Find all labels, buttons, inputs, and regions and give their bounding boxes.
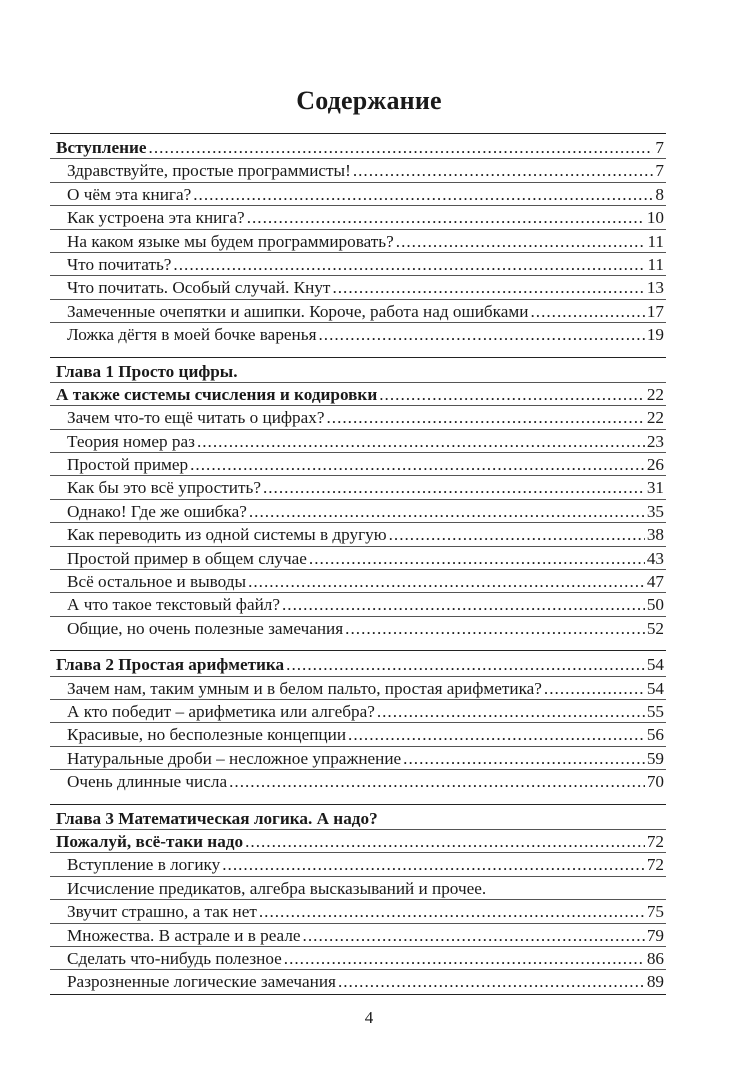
toc-page-number: 17 [646, 301, 664, 321]
toc-page-number: 86 [646, 948, 664, 968]
toc-dot-leader [403, 747, 645, 770]
toc-entry-title: Звучит страшно, а так нет [67, 902, 257, 922]
toc-page-number: 7 [655, 161, 664, 181]
toc-entry[interactable] [50, 947, 666, 970]
toc-page-number: 70 [646, 772, 664, 792]
toc-entry[interactable] [50, 593, 666, 616]
toc-dot-leader [389, 523, 645, 546]
toc-dot-leader [377, 700, 645, 723]
toc-dot-leader [379, 383, 645, 406]
toc-entry-title: Красивые, но бесполезные концепции [67, 725, 347, 745]
toc-page-number: 11 [647, 254, 664, 274]
toc-page-number: 56 [646, 725, 664, 745]
toc-dot-leader [396, 230, 646, 253]
toc-dot-leader [259, 900, 645, 923]
toc-entry[interactable] [50, 970, 666, 993]
toc-page-number: 52 [646, 618, 664, 638]
toc-page-number: 10 [646, 208, 664, 228]
toc-entry[interactable] [50, 617, 666, 640]
toc-entry[interactable] [50, 924, 666, 947]
toc-page-number: 55 [646, 701, 664, 721]
toc-entry[interactable] [50, 430, 666, 453]
toc-entry[interactable] [50, 276, 666, 299]
toc-page-number: 72 [646, 855, 664, 875]
toc-dot-leader [338, 970, 645, 993]
toc-dot-leader [309, 547, 645, 570]
toc-dot-leader [248, 570, 645, 593]
toc-page-number: 38 [646, 525, 664, 545]
toc-entry-title: Вступление в логику [67, 855, 221, 875]
toc-chapter-entry[interactable] [50, 830, 666, 853]
toc-entry[interactable] [50, 747, 666, 770]
toc-section [50, 133, 666, 347]
toc-entry[interactable] [50, 206, 666, 229]
toc-dot-leader [282, 593, 645, 616]
toc-entry[interactable] [50, 500, 666, 523]
toc-entry-title: Пожалуй, всё-таки надо [56, 831, 244, 851]
toc-entry-title: Множества. В астрале и в реале [67, 925, 301, 945]
toc-dot-leader [318, 323, 644, 346]
toc-entry[interactable] [50, 570, 666, 593]
toc-entry[interactable] [50, 230, 666, 253]
toc-dot-leader [247, 206, 645, 229]
toc-chapter-entry[interactable] [50, 383, 666, 406]
toc-page-number: 11 [647, 231, 664, 251]
toc-dot-leader [303, 924, 645, 947]
toc-page-number: 23 [646, 431, 664, 451]
toc-entry-title: Всё остальное и выводы [67, 572, 247, 592]
toc-chapter-entry[interactable] [50, 807, 666, 830]
toc-entry-title: О чём эта книга? [67, 184, 192, 204]
toc-dot-leader [284, 947, 645, 970]
toc-dot-leader [149, 136, 654, 159]
toc-dot-leader [286, 653, 645, 676]
toc-dot-leader [229, 770, 645, 793]
toc-entry-title: Исчисление предикатов, алгебра высказываний и прочее. [67, 878, 487, 898]
toc-dot-leader [345, 617, 645, 640]
toc-entry[interactable] [50, 853, 666, 876]
toc-entry-title: Что почитать. Особый случай. Кнут [67, 278, 331, 298]
toc-dot-leader [530, 300, 644, 323]
toc-section [50, 650, 666, 793]
toc-page-number: 72 [646, 831, 664, 851]
toc-section [50, 357, 666, 641]
toc-entry-title: Натуральные дроби – несложное упражнение [67, 748, 402, 768]
toc-dot-leader [348, 723, 645, 746]
toc-entry[interactable] [50, 677, 666, 700]
toc-entry-title: Очень длинные числа [67, 772, 228, 792]
toc-entry[interactable] [50, 476, 666, 499]
toc-entry-title: Что почитать? [67, 254, 172, 274]
toc-dot-leader [263, 476, 645, 499]
toc-entry-title: Однако! Где же ошибка? [67, 501, 247, 521]
page-title: Содержание [296, 86, 442, 115]
toc-entry[interactable] [50, 323, 666, 346]
toc-dot-leader [197, 430, 645, 453]
toc-page-number: 19 [646, 325, 664, 345]
toc-page-number: 43 [646, 548, 664, 568]
toc-entry-title: Разрозненные логические замечания [67, 972, 336, 992]
page-number: 4 [364, 1008, 374, 1027]
toc-entry-title: Зачем нам, таким умным и в белом пальто, простая арифметика? [67, 678, 542, 698]
toc-page-number: 35 [646, 501, 664, 521]
toc-entry-title: Теория номер раз [67, 431, 195, 451]
toc-entry[interactable] [50, 770, 666, 793]
toc-dot-leader [193, 183, 653, 206]
toc-dot-leader [544, 677, 645, 700]
toc-dot-leader [245, 830, 645, 853]
toc-entry[interactable] [50, 300, 666, 323]
toc-entry-title: Ложка дёгтя в моей бочке варенья [67, 325, 317, 345]
toc-entry[interactable] [50, 406, 666, 429]
toc-entry-title: А также системы счисления и кодировки [56, 384, 378, 404]
toc-dot-leader [353, 159, 654, 182]
toc-page-number: 31 [646, 478, 664, 498]
table-of-contents [50, 133, 666, 995]
toc-entry[interactable] [50, 253, 666, 276]
toc-page-number: 47 [646, 572, 664, 592]
toc-section [50, 804, 666, 995]
toc-entry[interactable] [50, 723, 666, 746]
toc-dot-leader [326, 406, 644, 429]
toc-dot-leader [173, 253, 645, 276]
toc-page-number: 22 [646, 408, 664, 428]
toc-chapter-entry[interactable] [50, 136, 666, 159]
toc-entry-title: Как переводить из одной системы в другую [67, 525, 387, 545]
toc-entry-title: Замеченные очепятки и ашипки. Короче, работа над ошибками [67, 301, 529, 321]
toc-entry-title: А кто победит – арифметика или алгебра? [67, 701, 375, 721]
toc-page-number: 54 [646, 655, 664, 675]
toc-dot-leader [190, 453, 645, 476]
toc-page-number: 22 [646, 384, 664, 404]
toc-entry[interactable] [50, 159, 666, 182]
toc-entry-title: Как устроена эта книга? [67, 208, 245, 228]
toc-entry-title: Глава 2 Простая арифметика [56, 655, 285, 675]
toc-page-number: 8 [655, 184, 664, 204]
toc-entry[interactable] [50, 453, 666, 476]
toc-page-number: 13 [646, 278, 664, 298]
toc-chapter-entry[interactable] [50, 653, 666, 676]
toc-entry-title: Глава 1 Просто цифры. [56, 361, 238, 381]
toc-entry-title: А что такое текстовый файл? [67, 595, 280, 615]
toc-dot-leader [332, 276, 644, 299]
toc-chapter-entry[interactable] [50, 360, 666, 383]
toc-entry[interactable] [50, 700, 666, 723]
toc-entry[interactable] [50, 877, 666, 900]
toc-page-number: 50 [646, 595, 664, 615]
toc-page-number: 59 [646, 748, 664, 768]
toc-page-number: 7 [655, 138, 664, 157]
toc-dot-leader [222, 853, 645, 876]
toc-page-number: 26 [646, 455, 664, 475]
toc-entry-title: На каком языке мы будем программировать? [67, 231, 394, 251]
toc-entry-title: Простой пример в общем случае [67, 548, 307, 568]
toc-entry-title: Как бы это всё упростить? [67, 478, 261, 498]
toc-page-number: 54 [646, 678, 664, 698]
toc-entry[interactable] [50, 523, 666, 546]
toc-page-number: 79 [646, 925, 664, 945]
toc-entry-title: Общие, но очень полезные замечания [67, 618, 344, 638]
toc-entry-title: Простой пример [67, 455, 189, 475]
toc-entry-title: Зачем что-то ещё читать о цифрах? [67, 408, 325, 428]
toc-entry-title: Здравствуйте, простые программисты! [67, 161, 351, 181]
toc-page-number: 75 [646, 902, 664, 922]
toc-page-number: 89 [646, 972, 664, 992]
toc-entry-title: Сделать что-нибудь полезное [67, 948, 282, 968]
toc-entry[interactable] [50, 547, 666, 570]
toc-entry-title: Вступление [56, 138, 147, 157]
toc-entry[interactable] [50, 183, 666, 206]
toc-entry[interactable] [50, 900, 666, 923]
toc-dot-leader [249, 500, 645, 523]
toc-entry-title: Глава 3 Математическая логика. А надо? [56, 808, 378, 828]
